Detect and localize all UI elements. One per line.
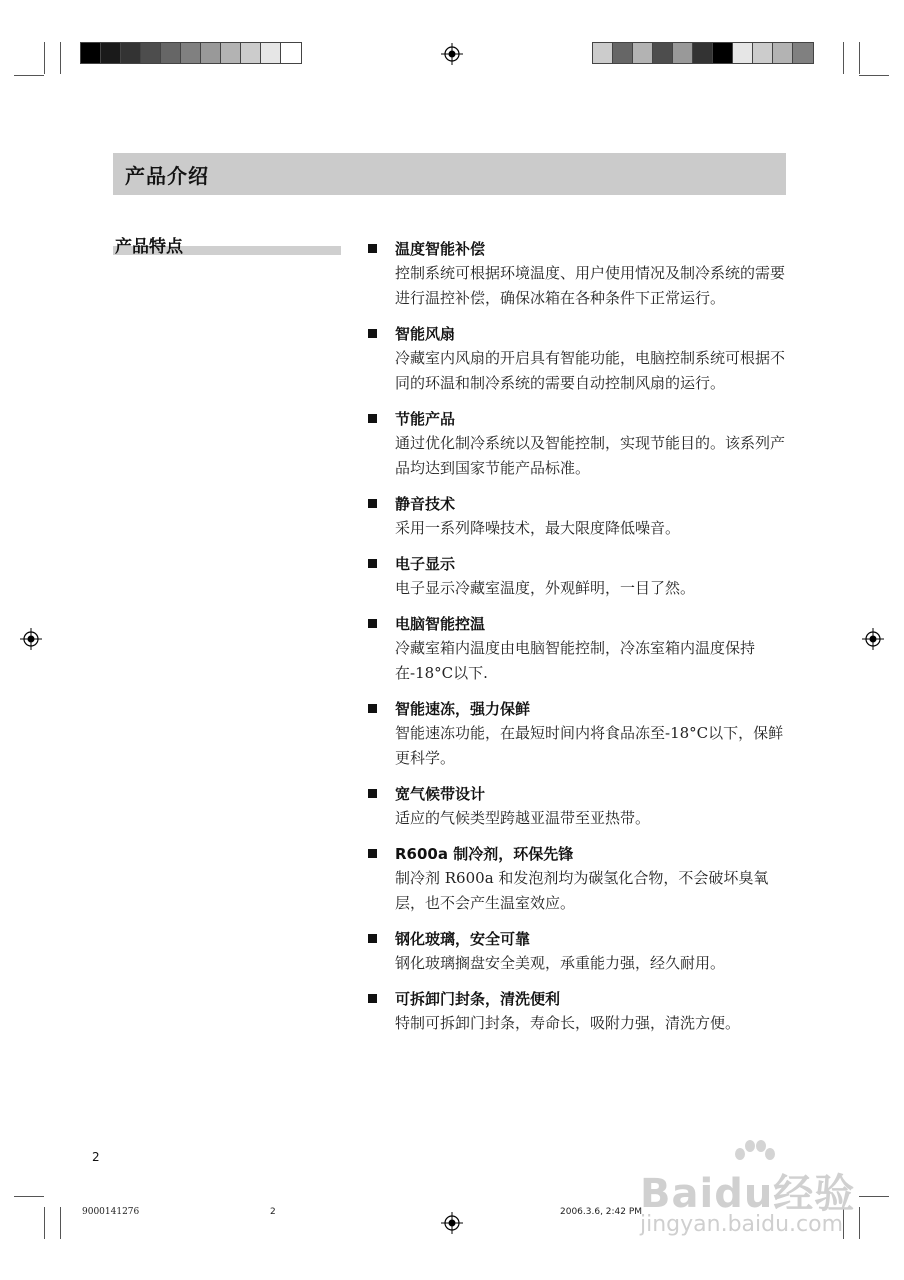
feature-description: 制冷剂 R600a 和发泡剂均为碳氢化合物，不会破坏臭氧层，也不会产生温室效应。 bbox=[395, 869, 769, 912]
square-bullet-icon bbox=[368, 559, 377, 568]
color-swatch bbox=[693, 43, 713, 63]
crop-mark bbox=[60, 42, 61, 74]
color-swatch bbox=[281, 43, 301, 63]
color-swatch bbox=[773, 43, 793, 63]
color-swatch bbox=[613, 43, 633, 63]
feature-description: 控制系统可根据环境温度、用户使用情况及制冷系统的需要进行温控补偿，确保冰箱在各种条件下正常运行。 bbox=[395, 264, 786, 307]
page-number: 2 bbox=[92, 1150, 100, 1164]
feature-heading: 电子显示 bbox=[395, 555, 456, 573]
color-swatch bbox=[733, 43, 753, 63]
color-swatch bbox=[141, 43, 161, 63]
feature-item bbox=[368, 408, 788, 481]
feature-heading: 智能风扇 bbox=[395, 325, 456, 343]
color-swatch bbox=[161, 43, 181, 63]
color-swatch bbox=[221, 43, 241, 63]
feature-heading: R600a 制冷剂，环保先锋 bbox=[395, 845, 574, 863]
feature-description: 电子显示冷藏室温度，外观鲜明，一目了然。 bbox=[395, 579, 696, 597]
feature-heading: 钢化玻璃，安全可靠 bbox=[395, 930, 531, 948]
square-bullet-icon bbox=[368, 329, 377, 338]
feature-item bbox=[368, 783, 788, 831]
feature-item bbox=[368, 553, 788, 601]
color-swatch bbox=[121, 43, 141, 63]
feature-heading: 静音技术 bbox=[395, 495, 456, 513]
feature-item bbox=[368, 323, 788, 396]
color-swatch bbox=[593, 43, 613, 63]
feature-heading: 智能速冻，强力保鲜 bbox=[395, 700, 531, 718]
color-swatch bbox=[653, 43, 673, 63]
feature-description: 通过优化制冷系统以及智能控制，实现节能目的。该系列产品均达到国家节能产品标准。 bbox=[395, 434, 786, 477]
color-swatch bbox=[101, 43, 121, 63]
color-swatch bbox=[181, 43, 201, 63]
crop-mark bbox=[44, 1207, 45, 1239]
square-bullet-icon bbox=[368, 994, 377, 1003]
color-swatch bbox=[753, 43, 773, 63]
square-bullet-icon bbox=[368, 244, 377, 253]
feature-description: 特制可拆卸门封条，寿命长，吸附力强，清洗方便。 bbox=[395, 1014, 741, 1032]
registration-mark-icon bbox=[441, 43, 463, 65]
section-title: 产品特点 bbox=[115, 237, 183, 257]
feature-item bbox=[368, 698, 788, 771]
color-swatch bbox=[201, 43, 221, 63]
page-title: 产品介绍 bbox=[125, 164, 209, 188]
square-bullet-icon bbox=[368, 619, 377, 628]
registration-mark-icon bbox=[20, 628, 42, 650]
feature-description: 冷藏室内风扇的开启具有智能功能，电脑控制系统可根据不同的环温和制冷系统的需要自动控制风扇的运行。 bbox=[395, 349, 786, 392]
color-swatch bbox=[793, 43, 813, 63]
feature-description: 采用一系列降噪技术，最大限度降低噪音。 bbox=[395, 519, 681, 537]
feature-item bbox=[368, 988, 788, 1036]
color-swatch bbox=[241, 43, 261, 63]
registration-mark-icon bbox=[441, 1212, 463, 1234]
feature-list bbox=[368, 238, 788, 1048]
crop-mark bbox=[843, 42, 844, 74]
color-swatch bbox=[673, 43, 693, 63]
square-bullet-icon bbox=[368, 704, 377, 713]
feature-item bbox=[368, 928, 788, 976]
square-bullet-icon bbox=[368, 414, 377, 423]
feature-description: 适应的气候类型跨越亚温带至亚热带。 bbox=[395, 809, 651, 827]
feature-item bbox=[368, 843, 788, 916]
color-swatch bbox=[81, 43, 101, 63]
square-bullet-icon bbox=[368, 849, 377, 858]
crop-mark bbox=[44, 42, 45, 74]
footer-doc-id: 9000141276 bbox=[82, 1207, 140, 1217]
crop-mark bbox=[60, 1207, 61, 1239]
feature-heading: 节能产品 bbox=[395, 410, 456, 428]
crop-mark bbox=[14, 75, 44, 76]
feature-heading: 可拆卸门封条，清洗便利 bbox=[395, 990, 561, 1008]
footer-page: 2 bbox=[270, 1207, 276, 1217]
feature-item bbox=[368, 493, 788, 541]
crop-mark bbox=[859, 75, 889, 76]
color-swatch-strip-left bbox=[80, 42, 302, 64]
feature-description: 智能速冻功能，在最短时间内将食品冻至-18°C以下，保鲜更科学。 bbox=[395, 724, 784, 767]
footer-timestamp: 2006.3.6, 2:42 PM bbox=[560, 1207, 643, 1217]
color-swatch bbox=[261, 43, 281, 63]
feature-heading: 温度智能补偿 bbox=[395, 240, 486, 258]
crop-mark bbox=[859, 42, 860, 74]
feature-heading: 电脑智能控温 bbox=[395, 615, 486, 633]
crop-mark bbox=[14, 1196, 44, 1197]
square-bullet-icon bbox=[368, 499, 377, 508]
title-bar bbox=[113, 153, 786, 195]
feature-description: 冷藏室箱内温度由电脑智能控制，冷冻室箱内温度保持在-18°C以下. bbox=[395, 639, 756, 682]
section-heading bbox=[113, 232, 341, 256]
color-swatch bbox=[713, 43, 733, 63]
watermark-logo: Baidu经验 bbox=[640, 1171, 856, 1217]
feature-heading: 宽气候带设计 bbox=[395, 785, 486, 803]
square-bullet-icon bbox=[368, 789, 377, 798]
color-swatch-strip-right bbox=[592, 42, 814, 64]
watermark-url: jingyan.baidu.com bbox=[640, 1212, 844, 1237]
registration-mark-icon bbox=[862, 628, 884, 650]
watermark bbox=[640, 1140, 870, 1250]
color-swatch bbox=[633, 43, 653, 63]
feature-item bbox=[368, 238, 788, 311]
feature-description: 钢化玻璃搁盘安全美观，承重能力强，经久耐用。 bbox=[395, 954, 726, 972]
feature-item bbox=[368, 613, 788, 686]
square-bullet-icon bbox=[368, 934, 377, 943]
